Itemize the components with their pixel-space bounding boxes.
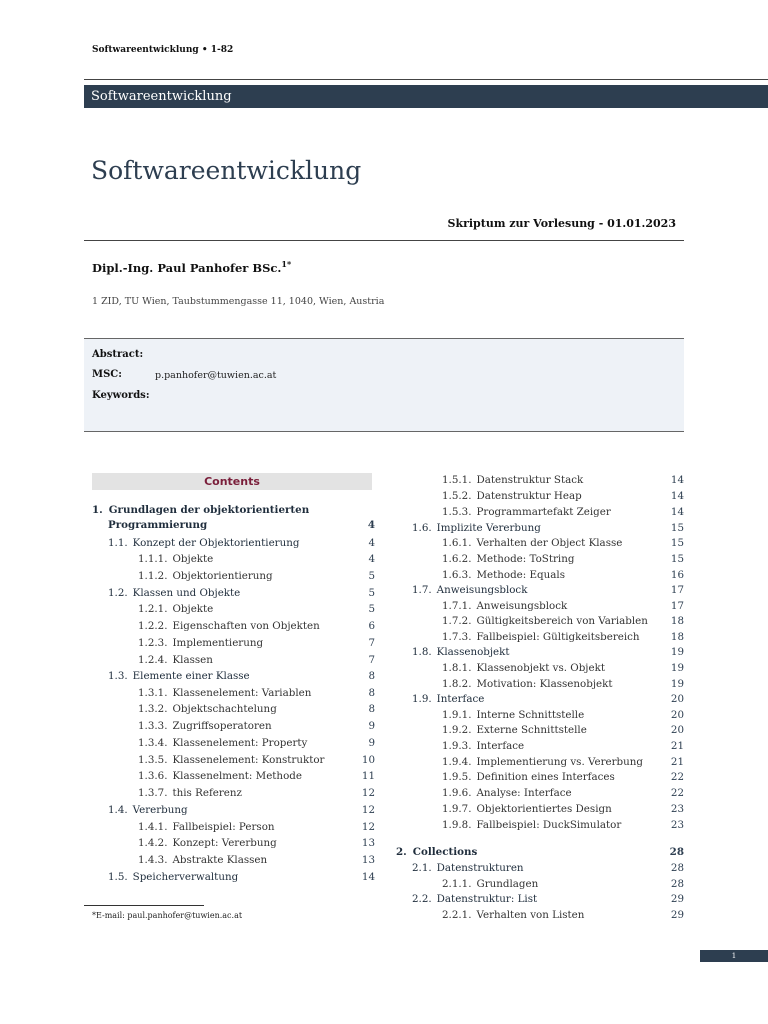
toc-page-number[interactable]: 13 <box>361 837 375 849</box>
toc-entry-number: 1.8. <box>412 646 432 658</box>
toc-entry-title: Objektschachtelung <box>172 703 277 715</box>
toc-page-number[interactable]: 19 <box>670 646 684 658</box>
toc-entry[interactable] <box>442 819 621 831</box>
author-name: Dipl.-Ing. Paul Panhofer BSc. <box>92 260 282 275</box>
toc-entry-title: Grundlagen <box>476 878 539 890</box>
toc-entry[interactable] <box>442 631 640 643</box>
toc-entry-number: 1.4.1. <box>138 821 168 833</box>
author-line <box>92 259 291 275</box>
toc-entry[interactable] <box>412 893 537 905</box>
toc-entry-title: Anweisungsblock <box>476 600 568 612</box>
toc-entry[interactable] <box>442 474 583 486</box>
toc-page-number[interactable]: 16 <box>670 569 684 581</box>
toc-entry-number: 1.9. <box>412 693 432 705</box>
footnote: *E-mail: paul.panhofer@tuwien.ac.at <box>92 911 243 920</box>
toc-entry-number: 1.6.3. <box>442 569 472 581</box>
toc-entry-number: 1.9.6. <box>442 787 472 799</box>
toc-page-number[interactable]: 5 <box>368 603 375 615</box>
toc-entry[interactable] <box>138 720 272 732</box>
toc-entry-title: Klassenobjekt vs. Objekt <box>476 662 605 674</box>
toc-entry[interactable] <box>442 615 648 627</box>
toc-entry-number: 1.2.1. <box>138 603 168 615</box>
toc-entry-title: Datenstruktur Stack <box>476 474 584 486</box>
toc-page-number[interactable]: 18 <box>670 631 684 643</box>
toc-entry-number: 1.1.1. <box>138 553 168 565</box>
toc-entry-title: Objektorientiertes Design <box>476 803 612 815</box>
toc-entry[interactable] <box>442 740 524 752</box>
toc-entry[interactable] <box>138 703 277 715</box>
toc-entry-title: Datenstrukturen <box>436 862 524 874</box>
toc-entry-title: Fallbeispiel: DuckSimulator <box>476 819 622 831</box>
toc-page-number[interactable]: 9 <box>368 720 375 732</box>
abstract-box <box>84 338 684 432</box>
toc-entry-title: Interne Schnittstelle <box>476 709 585 721</box>
toc-entry-title: Datenstruktur Heap <box>476 490 582 502</box>
toc-entry-title: Implementierung vs. Vererbung <box>476 756 643 768</box>
toc-page-number[interactable]: 8 <box>368 687 375 699</box>
toc-entry-number: 1.1.2. <box>138 570 168 582</box>
toc-page-number[interactable]: 4 <box>368 537 375 549</box>
toc-entry-title: Zugriffsoperatoren <box>172 720 272 732</box>
toc-entry[interactable] <box>442 787 572 799</box>
toc-entry[interactable] <box>138 854 267 866</box>
toc-page-number[interactable]: 7 <box>368 654 375 666</box>
toc-entry[interactable] <box>138 770 302 782</box>
keywords-label: Keywords: <box>92 390 150 401</box>
toc-page-number[interactable]: 28 <box>670 878 684 890</box>
toc-entry-title: Fallbeispiel: Person <box>172 821 275 833</box>
msc-value[interactable]: p.panhofer@tuwien.ac.at <box>155 370 277 381</box>
toc-page-number[interactable]: 14 <box>361 871 375 883</box>
toc-entry-title: Vererbung <box>132 804 188 816</box>
toc-entry-number: 1.3.7. <box>138 787 168 799</box>
toc-entry-number: 1.7.2. <box>442 615 472 627</box>
toc-entry-title: Konzept der Objektorientierung <box>132 537 300 549</box>
toc-page-number[interactable]: 9 <box>368 737 375 749</box>
toc-entry-title: Interface <box>476 740 525 752</box>
toc-entry-number: 1.4.3. <box>138 854 168 866</box>
toc-page-number[interactable]: 8 <box>368 670 375 682</box>
toc-entry-number: 1.3.2. <box>138 703 168 715</box>
toc-entry-number: 1.5.1. <box>442 474 472 486</box>
toc-entry-number: 1. <box>92 504 103 516</box>
toc-entry-number: 2.1. <box>412 862 432 874</box>
toc-entry-number: 1.4.2. <box>138 837 168 849</box>
toc-entry-title: Elemente einer Klasse <box>132 670 250 682</box>
toc-entry[interactable] <box>396 846 477 858</box>
toc-entry-title: Externe Schnittstelle <box>476 724 587 736</box>
toc-page-number[interactable]: 11 <box>361 770 375 782</box>
toc-entry-number: 1.5.2. <box>442 490 472 502</box>
toc-entry-number: 1.3.4. <box>138 737 168 749</box>
toc-entry-title: Klassenelement: Property <box>172 737 308 749</box>
toc-entry-number: 1.3.3. <box>138 720 168 732</box>
toc-entry-title: Objekte <box>172 603 214 615</box>
toc-entry-title: Objekte <box>172 553 214 565</box>
toc-page-number[interactable]: 21 <box>670 756 684 768</box>
toc-entry[interactable] <box>442 569 565 581</box>
footnote-rule <box>84 905 204 906</box>
toc-page-number[interactable]: 19 <box>670 662 684 674</box>
toc-entry[interactable] <box>412 862 524 874</box>
toc-page-number[interactable]: 5 <box>368 587 375 599</box>
toc-entry-title: Programmierung <box>108 519 208 531</box>
toc-entry-number: 1.7.1. <box>442 600 472 612</box>
toc-entry-number: 1.9.4. <box>442 756 472 768</box>
toc-page-number[interactable]: 29 <box>670 909 684 921</box>
toc-entry[interactable] <box>412 522 541 534</box>
toc-entry[interactable] <box>138 654 213 666</box>
toc-page-number[interactable]: 14 <box>670 506 684 518</box>
toc-entry[interactable] <box>138 787 242 799</box>
toc-entry-title: Fallbeispiel: Gültigkeitsbereich <box>476 631 640 643</box>
toc-page-number[interactable]: 18 <box>670 615 684 627</box>
toc-entry[interactable] <box>442 709 584 721</box>
toc-entry-title: Grundlagen der objektorientierten <box>108 504 310 516</box>
toc-entry-number: 1.3.5. <box>138 754 168 766</box>
toc-entry-title: this Referenz <box>172 787 242 799</box>
toc-entry-number: 1.2. <box>108 587 128 599</box>
toc-page-number[interactable]: 12 <box>361 787 375 799</box>
toc-entry-title: Interface <box>436 693 485 705</box>
toc-entry[interactable] <box>138 737 307 749</box>
toc-entry[interactable] <box>442 803 612 815</box>
toc-page-number[interactable]: 29 <box>670 893 684 905</box>
toc-entry-number: 1.9.8. <box>442 819 472 831</box>
toc-page-number[interactable]: 19 <box>670 678 684 690</box>
toc-entry-title: Implizite Vererbung <box>436 522 541 534</box>
toc-entry-number: 1.9.5. <box>442 771 472 783</box>
toc-entry-number: 2.1.1. <box>442 878 472 890</box>
toc-entry-number: 1.3. <box>108 670 128 682</box>
toc-entry-title: Abstrakte Klassen <box>172 854 268 866</box>
toc-entry[interactable] <box>412 646 510 658</box>
toc-entry[interactable] <box>108 871 238 883</box>
toc-entry-number: 1.6.1. <box>442 537 472 549</box>
page-number: 1 <box>700 950 768 962</box>
document-subtitle: Skriptum zur Vorlesung - 01.01.2023 <box>447 217 676 230</box>
toc-entry[interactable] <box>108 804 188 816</box>
toc-entry[interactable] <box>138 570 273 582</box>
toc-entry-title: Verhalten von Listen <box>476 909 585 921</box>
toc-entry[interactable] <box>138 687 311 699</box>
toc-entry-number: 1.8.2. <box>442 678 472 690</box>
toc-page-number[interactable]: 12 <box>361 821 375 833</box>
toc-entry[interactable] <box>138 637 263 649</box>
running-header: Softwareentwicklung • 1-82 <box>92 45 234 55</box>
toc-entry-title: Klassenelement: Konstruktor <box>172 754 325 766</box>
section-bar: Softwareentwicklung <box>84 85 768 108</box>
toc-entry[interactable] <box>138 620 320 632</box>
toc-entry[interactable] <box>442 724 587 736</box>
toc-entry-number: 1.6.2. <box>442 553 472 565</box>
toc-entry[interactable] <box>442 662 605 674</box>
toc-entry[interactable] <box>108 587 240 599</box>
author-mark: 1* <box>281 259 292 269</box>
toc-entry-number: 1.2.2. <box>138 620 168 632</box>
toc-entry-title: Motivation: Klassenobjekt <box>476 678 613 690</box>
toc-entry-number: 1.2.4. <box>138 654 168 666</box>
toc-page-number[interactable]: 12 <box>361 804 375 816</box>
toc-entry-title: Konzept: Vererbung <box>172 837 277 849</box>
toc-entry[interactable] <box>442 771 615 783</box>
toc-entry-title: Klassen <box>172 654 213 666</box>
toc-page-number[interactable]: 4 <box>368 553 375 565</box>
abstract-label: Abstract: <box>92 349 144 360</box>
toc-page-number[interactable]: 28 <box>670 862 684 874</box>
title-rule <box>84 240 684 241</box>
toc-entry-title: Methode: ToString <box>476 553 575 565</box>
toc-entry[interactable] <box>442 878 538 890</box>
toc-entry[interactable] <box>412 584 527 596</box>
toc-page-number[interactable]: 14 <box>670 474 684 486</box>
toc-entry[interactable] <box>138 754 324 766</box>
toc-page-number[interactable]: 20 <box>670 724 684 736</box>
toc-entry-number: 1.9.2. <box>442 724 472 736</box>
toc-entry[interactable] <box>138 603 213 615</box>
toc-page-number[interactable]: 10 <box>361 754 375 766</box>
document-title: Softwareentwicklung <box>91 156 362 185</box>
toc-entry-number: 1.7.3. <box>442 631 472 643</box>
toc-entry[interactable] <box>138 821 275 833</box>
toc-entry[interactable] <box>442 756 643 768</box>
toc-entry-number: 1.7. <box>412 584 432 596</box>
toc-page-number[interactable]: 8 <box>368 703 375 715</box>
toc-entry-title: Eigenschaften von Objekten <box>172 620 320 632</box>
header-rule <box>84 79 768 80</box>
toc-entry-title: Collections <box>412 846 478 858</box>
toc-entry-number: 1.4. <box>108 804 128 816</box>
toc-entry-number: 2. <box>396 846 407 858</box>
toc-page-number[interactable]: 7 <box>368 637 375 649</box>
toc-entry-title: Definition eines Interfaces <box>476 771 615 783</box>
toc-entry-number: 2.2.1. <box>442 909 472 921</box>
toc-entry-title: Anweisungsblock <box>436 584 528 596</box>
toc-entry[interactable] <box>442 537 622 549</box>
toc-entry-title: Analyse: Interface <box>476 787 572 799</box>
toc-entry-title: Klassen und Objekte <box>132 587 241 599</box>
toc-entry-number: 1.2.3. <box>138 637 168 649</box>
toc-entry-number: 1.3.6. <box>138 770 168 782</box>
toc-entry-title: Implementierung <box>172 637 264 649</box>
toc-page-number[interactable]: 21 <box>670 740 684 752</box>
toc-entry-number: 1.5. <box>108 871 128 883</box>
toc-entry-title: Gültigkeitsbereich von Variablen <box>476 615 648 627</box>
toc-page-number[interactable]: 23 <box>670 803 684 815</box>
toc-entry[interactable] <box>108 670 250 682</box>
toc-page-number[interactable]: 15 <box>670 553 684 565</box>
toc-entry-number: 2.2. <box>412 893 432 905</box>
toc-entry[interactable] <box>138 837 277 849</box>
toc-page-number[interactable]: 4 <box>367 519 375 531</box>
toc-page-number[interactable]: 28 <box>669 846 684 858</box>
toc-entry[interactable] <box>138 553 213 565</box>
toc-entry[interactable] <box>442 600 567 612</box>
toc-entry[interactable] <box>108 537 299 549</box>
toc-entry-title: Klassenelement: Variablen <box>172 687 312 699</box>
affiliation: 1 ZID, TU Wien, Taubstummengasse 11, 1040, Wien, Austria <box>92 296 385 307</box>
toc-entry-number: 1.1. <box>108 537 128 549</box>
toc-entry-number: 1.6. <box>412 522 432 534</box>
toc-entry[interactable] <box>108 519 207 531</box>
toc-entry-number: 1.8.1. <box>442 662 472 674</box>
toc-entry[interactable] <box>442 909 584 921</box>
toc-entry-title: Datenstruktur: List <box>436 893 538 905</box>
toc-entry[interactable] <box>92 504 309 516</box>
msc-label: MSC: <box>92 369 122 380</box>
toc-entry-number: 1.5.3. <box>442 506 472 518</box>
toc-page-number[interactable]: 6 <box>368 620 375 632</box>
toc-entry-number: 1.3.1. <box>138 687 168 699</box>
toc-entry-title: Objektorientierung <box>172 570 273 582</box>
toc-page-number[interactable]: 14 <box>670 490 684 502</box>
toc-page-number[interactable]: 15 <box>670 537 684 549</box>
toc-page-number[interactable]: 22 <box>670 787 684 799</box>
toc-page-number[interactable]: 17 <box>670 584 684 596</box>
toc-entry[interactable] <box>442 553 574 565</box>
toc-page-number[interactable]: 20 <box>670 693 684 705</box>
toc-page-number[interactable]: 15 <box>670 522 684 534</box>
toc-entry-title: Programmartefakt Zeiger <box>476 506 611 518</box>
toc-entry[interactable] <box>442 678 613 690</box>
toc-entry[interactable] <box>442 506 611 518</box>
toc-entry-title: Klassenelment: Methode <box>172 770 302 782</box>
toc-page-number[interactable]: 17 <box>670 600 684 612</box>
toc-entry[interactable] <box>412 693 484 705</box>
toc-entry-title: Klassenobjekt <box>436 646 510 658</box>
toc-entry-title: Verhalten der Object Klasse <box>476 537 623 549</box>
toc-page-number[interactable]: 13 <box>361 854 375 866</box>
toc-entry-number: 1.9.1. <box>442 709 472 721</box>
toc-page-number[interactable]: 20 <box>670 709 684 721</box>
toc-entry[interactable] <box>442 490 582 502</box>
toc-entry-title: Methode: Equals <box>476 569 565 581</box>
toc-page-number[interactable]: 22 <box>670 771 684 783</box>
toc-entry-title: Speicherverwaltung <box>132 871 239 883</box>
toc-title: Contents <box>92 473 372 490</box>
toc-page-number[interactable]: 5 <box>368 570 375 582</box>
toc-page-number[interactable]: 23 <box>670 819 684 831</box>
toc-entry-number: 1.9.7. <box>442 803 472 815</box>
toc-entry-number: 1.9.3. <box>442 740 472 752</box>
